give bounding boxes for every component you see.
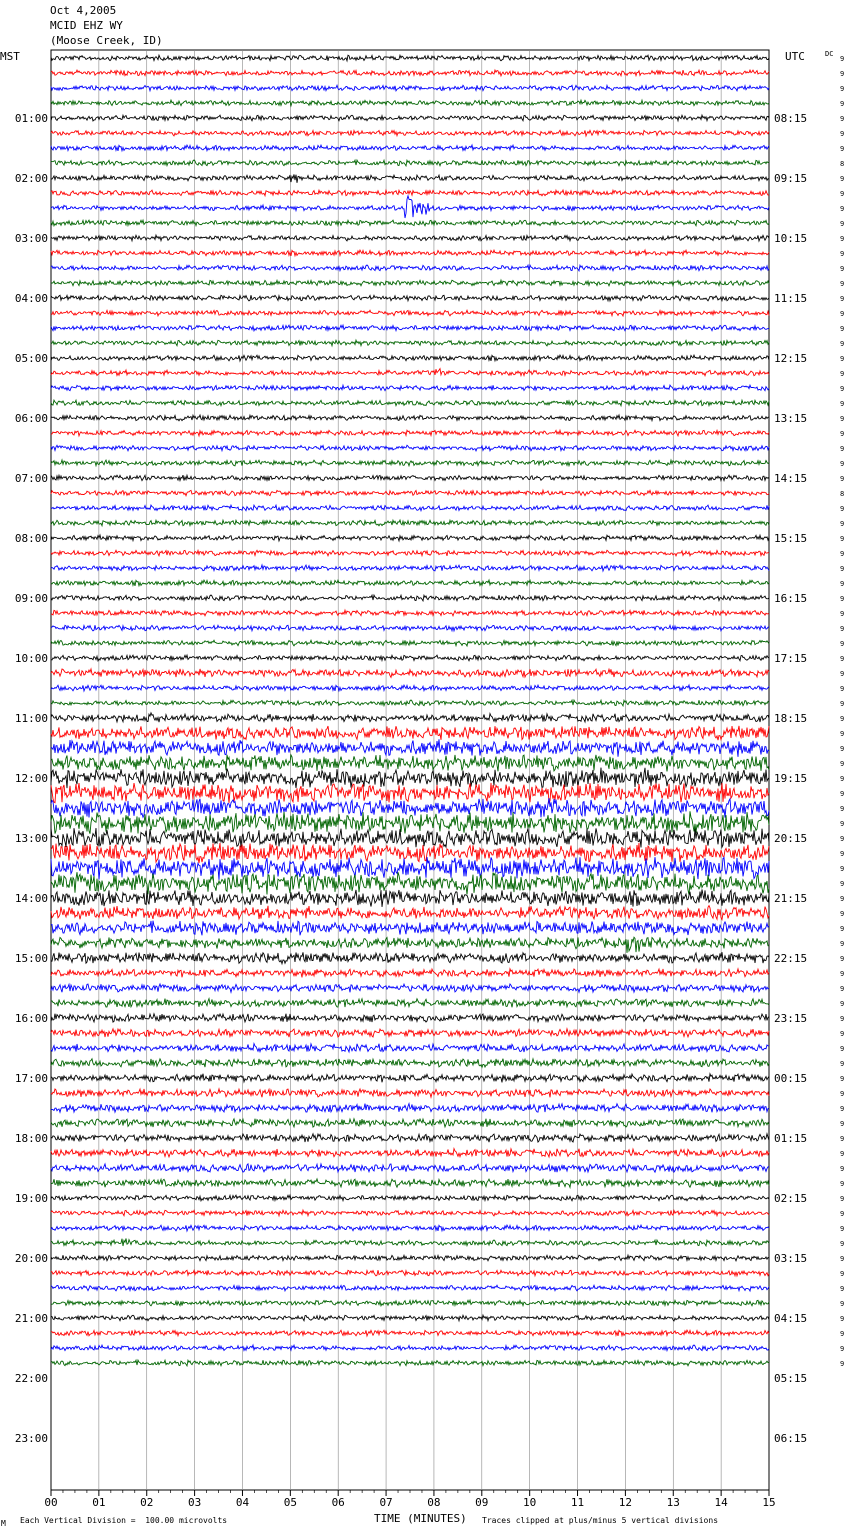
trace-line: [51, 145, 769, 151]
trace-line: [51, 1059, 769, 1068]
trace-line: [51, 768, 769, 789]
trace-line: [51, 174, 769, 182]
trace-line: [51, 1089, 769, 1097]
dc-value: 9: [840, 85, 845, 93]
dc-value: 9: [840, 1315, 845, 1323]
trace-line: [51, 130, 769, 136]
dc-value: 9: [840, 250, 845, 258]
dc-value: 9: [840, 1135, 845, 1143]
dc-value: 9: [840, 790, 845, 798]
x-tick-label: 01: [92, 1496, 106, 1509]
dc-value: 9: [840, 280, 845, 288]
trace-line: [51, 1149, 769, 1157]
hour-label-left: 21:00: [14, 1312, 48, 1325]
trace-line: [51, 828, 769, 847]
dc-value: 9: [840, 1210, 845, 1218]
station-location: (Moose Creek, ID): [50, 34, 163, 47]
trace-line: [51, 1300, 769, 1306]
dc-value: 9: [840, 835, 845, 843]
x-tick-label: 07: [379, 1496, 393, 1509]
dc-value: 9: [840, 1180, 845, 1188]
dc-value: 9: [840, 475, 845, 483]
trace-line: [51, 196, 769, 218]
hour-label-right: 02:15: [774, 1192, 808, 1205]
trace-line: [51, 355, 769, 361]
right-timezone-label: UTC: [785, 50, 805, 63]
scale-note: Each Vertical Division = 100.00 microvolts: [20, 1516, 228, 1525]
dc-value: 9: [840, 505, 845, 513]
dc-value: 9: [840, 715, 845, 723]
dc-value: 9: [840, 655, 845, 663]
hour-label-left: 12:00: [14, 772, 48, 785]
hour-label-right: 13:15: [774, 412, 808, 425]
dc-value: 9: [840, 445, 845, 453]
trace-line: [51, 250, 769, 256]
dc-label: DC: [825, 50, 834, 58]
trace-line: [51, 889, 769, 907]
dc-value: 9: [840, 460, 845, 468]
dc-value: 9: [840, 415, 845, 423]
trace-line: [51, 937, 769, 953]
dc-value: 9: [840, 550, 845, 558]
dc-value: 9: [840, 700, 845, 708]
dc-value: 9: [840, 1195, 845, 1203]
hour-label-left: 10:00: [14, 652, 48, 665]
dc-value: 9: [840, 565, 845, 573]
hour-label-right: 06:15: [774, 1432, 808, 1445]
dc-value: 9: [840, 1345, 845, 1353]
dc-value: 9: [840, 310, 845, 318]
trace-line: [51, 1345, 769, 1351]
trace-line: [51, 385, 769, 391]
trace-line: [51, 1119, 769, 1127]
dc-value: 9: [840, 400, 845, 408]
hour-label-right: 12:15: [774, 352, 808, 365]
hour-label-right: 21:15: [774, 892, 808, 905]
dc-value: 9: [840, 625, 845, 633]
hour-label-right: 00:15: [774, 1072, 808, 1085]
trace-line: [51, 783, 769, 803]
dc-value: 9: [840, 130, 845, 138]
trace-line: [51, 1074, 769, 1083]
trace-line: [51, 1315, 769, 1321]
dc-value: 9: [840, 1150, 845, 1158]
trace-line: [51, 1330, 769, 1336]
trace-line: [51, 115, 769, 121]
hour-label-right: 18:15: [774, 712, 808, 725]
trace-line: [51, 798, 769, 817]
trace-line: [51, 295, 769, 301]
trace-line: [51, 1360, 769, 1366]
hour-label-right: 10:15: [774, 232, 808, 245]
trace-line: [51, 460, 769, 466]
dc-value: 9: [840, 430, 845, 438]
dc-value: 9: [840, 205, 845, 213]
dc-value: 9: [840, 1000, 845, 1008]
hour-label-left: 15:00: [14, 952, 48, 965]
trace-line: [51, 1179, 769, 1188]
dc-value: 9: [840, 970, 845, 978]
trace-line: [51, 430, 769, 436]
dc-value: 9: [840, 1075, 845, 1083]
trace-line: [51, 1285, 769, 1291]
trace-line: [51, 445, 769, 451]
hour-label-right: 23:15: [774, 1012, 808, 1025]
trace-line: [51, 1270, 769, 1276]
hour-label-left: 02:00: [14, 172, 48, 185]
hour-label-left: 06:00: [14, 412, 48, 425]
dc-value: 9: [840, 595, 845, 603]
x-tick-label: 09: [475, 1496, 489, 1509]
trace-line: [51, 220, 769, 226]
dc-value: 9: [840, 175, 845, 183]
hour-label-left: 01:00: [14, 112, 48, 125]
dc-value: 9: [840, 1360, 845, 1368]
trace-line: [51, 700, 769, 706]
dc-value: 9: [840, 610, 845, 618]
clip-note: Traces clipped at plus/minus 5 vertical divisions: [482, 1516, 719, 1525]
hour-label-right: 17:15: [774, 652, 808, 665]
x-axis-label: TIME (MINUTES): [374, 1512, 467, 1525]
hour-label-left: 14:00: [14, 892, 48, 905]
trace-line: [51, 595, 769, 601]
left-timezone-label: MST: [0, 50, 20, 63]
trace-line: [51, 625, 769, 631]
dc-value: 9: [840, 1015, 845, 1023]
dc-value: 9: [840, 1060, 845, 1068]
dc-value: 8: [840, 160, 845, 168]
hour-label-right: 22:15: [774, 952, 808, 965]
dc-value: 9: [840, 1300, 845, 1308]
x-tick-label: 14: [714, 1496, 728, 1509]
trace-line: [51, 906, 769, 920]
dc-value: 9: [840, 1270, 845, 1278]
trace-line: [51, 726, 769, 740]
dc-value: 9: [840, 100, 845, 108]
hour-label-right: 19:15: [774, 772, 808, 785]
trace-line: [51, 1210, 769, 1216]
dc-value: 9: [840, 325, 845, 333]
trace-line: [51, 550, 769, 556]
trace-line: [51, 655, 769, 661]
hour-label-right: 14:15: [774, 472, 808, 485]
dc-value: 9: [840, 820, 845, 828]
dc-value: 9: [840, 865, 845, 873]
x-tick-label: 10: [523, 1496, 537, 1509]
trace-line: [51, 190, 769, 196]
hour-label-right: 16:15: [774, 592, 808, 605]
x-tick-label: 15: [762, 1496, 776, 1509]
trace-line: [51, 475, 769, 481]
trace-line: [51, 952, 769, 964]
trace-line: [51, 235, 769, 241]
dc-value: 9: [840, 895, 845, 903]
hour-label-left: 05:00: [14, 352, 48, 365]
hour-label-left: 17:00: [14, 1072, 48, 1085]
dc-value: 9: [840, 1255, 845, 1263]
trace-line: [51, 713, 769, 722]
trace-line: [51, 535, 769, 541]
trace-line: [51, 310, 769, 316]
x-tick-label: 13: [666, 1496, 680, 1509]
dc-value: 9: [840, 295, 845, 303]
trace-line: [51, 1044, 769, 1052]
trace-line: [51, 505, 769, 511]
trace-line: [51, 984, 769, 992]
trace-line: [51, 70, 769, 76]
dc-value: 9: [840, 520, 845, 528]
x-tick-label: 03: [187, 1496, 202, 1509]
trace-line: [51, 580, 769, 586]
trace-line: [51, 610, 769, 616]
trace-line: [51, 265, 769, 271]
dc-value: 9: [840, 55, 845, 63]
hour-label-right: 08:15: [774, 112, 808, 125]
dc-value: 9: [840, 385, 845, 393]
trace-line: [51, 857, 769, 880]
dc-value: 9: [840, 580, 845, 588]
trace-line: [51, 1225, 769, 1231]
dc-value: 9: [840, 220, 845, 228]
dc-value: 9: [840, 940, 845, 948]
dc-value: 9: [840, 745, 845, 753]
x-tick-label: 05: [283, 1496, 297, 1509]
dc-value: 9: [840, 1045, 845, 1053]
dc-value: 9: [840, 265, 845, 273]
dc-value: 9: [840, 985, 845, 993]
dc-value: 9: [840, 340, 845, 348]
hour-label-left: 16:00: [14, 1012, 48, 1025]
trace-line: [51, 1134, 769, 1142]
hour-label-left: 03:00: [14, 232, 48, 245]
trace-line: [51, 369, 769, 376]
hour-label-left: 19:00: [14, 1192, 48, 1205]
hour-label-right: 11:15: [774, 292, 808, 305]
hour-label-left: 11:00: [14, 712, 48, 725]
trace-line: [51, 415, 769, 421]
dc-value: 9: [840, 1285, 845, 1293]
dc-value: 9: [840, 535, 845, 543]
trace-line: [51, 100, 769, 106]
dc-value: 9: [840, 1090, 845, 1098]
hour-label-left: 18:00: [14, 1132, 48, 1145]
x-tick-label: 08: [427, 1496, 441, 1509]
hour-label-right: 04:15: [774, 1312, 808, 1325]
hour-label-left: 09:00: [14, 592, 48, 605]
x-tick-label: 00: [44, 1496, 58, 1509]
hour-label-right: 15:15: [774, 532, 808, 545]
trace-line: [51, 969, 769, 978]
trace-line: [51, 1239, 769, 1247]
dc-value: 9: [840, 760, 845, 768]
trace-line: [51, 280, 769, 286]
dc-value: 9: [840, 355, 845, 363]
dc-value: 9: [840, 145, 845, 153]
hour-label-left: 04:00: [14, 292, 48, 305]
dc-value: 9: [840, 880, 845, 888]
hour-label-right: 20:15: [774, 832, 808, 845]
dc-value: 8: [840, 490, 845, 498]
trace-line: [51, 325, 769, 331]
dc-value: 9: [840, 730, 845, 738]
hour-label-right: 09:15: [774, 172, 808, 185]
trace-line: [51, 921, 769, 936]
dc-value: 9: [840, 235, 845, 243]
dc-value: 9: [840, 70, 845, 78]
dc-value: 9: [840, 115, 845, 123]
trace-line: [51, 755, 769, 772]
trace-line: [51, 1029, 769, 1037]
dc-value: 9: [840, 775, 845, 783]
dc-value: 9: [840, 1030, 845, 1038]
trace-line: [51, 1195, 769, 1201]
hour-label-right: 05:15: [774, 1372, 808, 1385]
trace-line: [51, 565, 769, 571]
plot-date: Oct 4,2005: [50, 4, 117, 17]
hour-label-left: 20:00: [14, 1252, 48, 1265]
trace-line: [51, 669, 769, 678]
trace-line: [51, 1255, 769, 1261]
trace-line: [51, 1014, 769, 1022]
dc-value: 9: [840, 850, 845, 858]
dc-value: 9: [840, 925, 845, 933]
trace-line: [51, 739, 769, 757]
hour-label-left: 13:00: [14, 832, 48, 845]
trace-line: [51, 85, 769, 91]
trace-line: [51, 340, 769, 346]
x-tick-label: 12: [618, 1496, 633, 1509]
dc-value: 9: [840, 685, 845, 693]
dc-value: 9: [840, 955, 845, 963]
station-name: MCID EHZ WY: [50, 19, 123, 32]
footer-mark: M: [1, 1519, 6, 1528]
trace-line: [51, 490, 769, 496]
hour-label-left: 07:00: [14, 472, 48, 485]
hour-label-left: 22:00: [14, 1372, 48, 1385]
x-tick-label: 04: [235, 1496, 250, 1509]
dc-value: 9: [840, 670, 845, 678]
trace-line: [51, 1104, 769, 1113]
dc-value: 9: [840, 1120, 845, 1128]
hour-label-left: 23:00: [14, 1432, 48, 1445]
trace-line: [51, 160, 769, 166]
x-tick-label: 06: [331, 1496, 345, 1509]
trace-line: [51, 640, 769, 646]
dc-value: 9: [840, 1165, 845, 1173]
dc-value: 9: [840, 1105, 845, 1113]
dc-value: 9: [840, 370, 845, 378]
x-tick-label: 02: [140, 1496, 154, 1509]
dc-value: 9: [840, 190, 845, 198]
trace-line: [51, 1164, 769, 1172]
trace-line: [51, 999, 769, 1008]
dc-value: 9: [840, 1240, 845, 1248]
x-tick-label: 11: [570, 1496, 585, 1509]
dc-value: 9: [840, 1225, 845, 1233]
trace-line: [51, 685, 769, 691]
dc-value: 9: [840, 640, 845, 648]
trace-line: [51, 55, 769, 61]
hour-label-left: 08:00: [14, 532, 48, 545]
dc-value: 9: [840, 1330, 845, 1338]
hour-label-right: 01:15: [774, 1132, 808, 1145]
dc-value: 9: [840, 910, 845, 918]
dc-value: 9: [840, 805, 845, 813]
hour-label-right: 03:15: [774, 1252, 808, 1265]
trace-line: [51, 400, 769, 406]
trace-line: [51, 520, 769, 526]
trace-line: [51, 811, 769, 833]
trace-line: [51, 872, 769, 894]
